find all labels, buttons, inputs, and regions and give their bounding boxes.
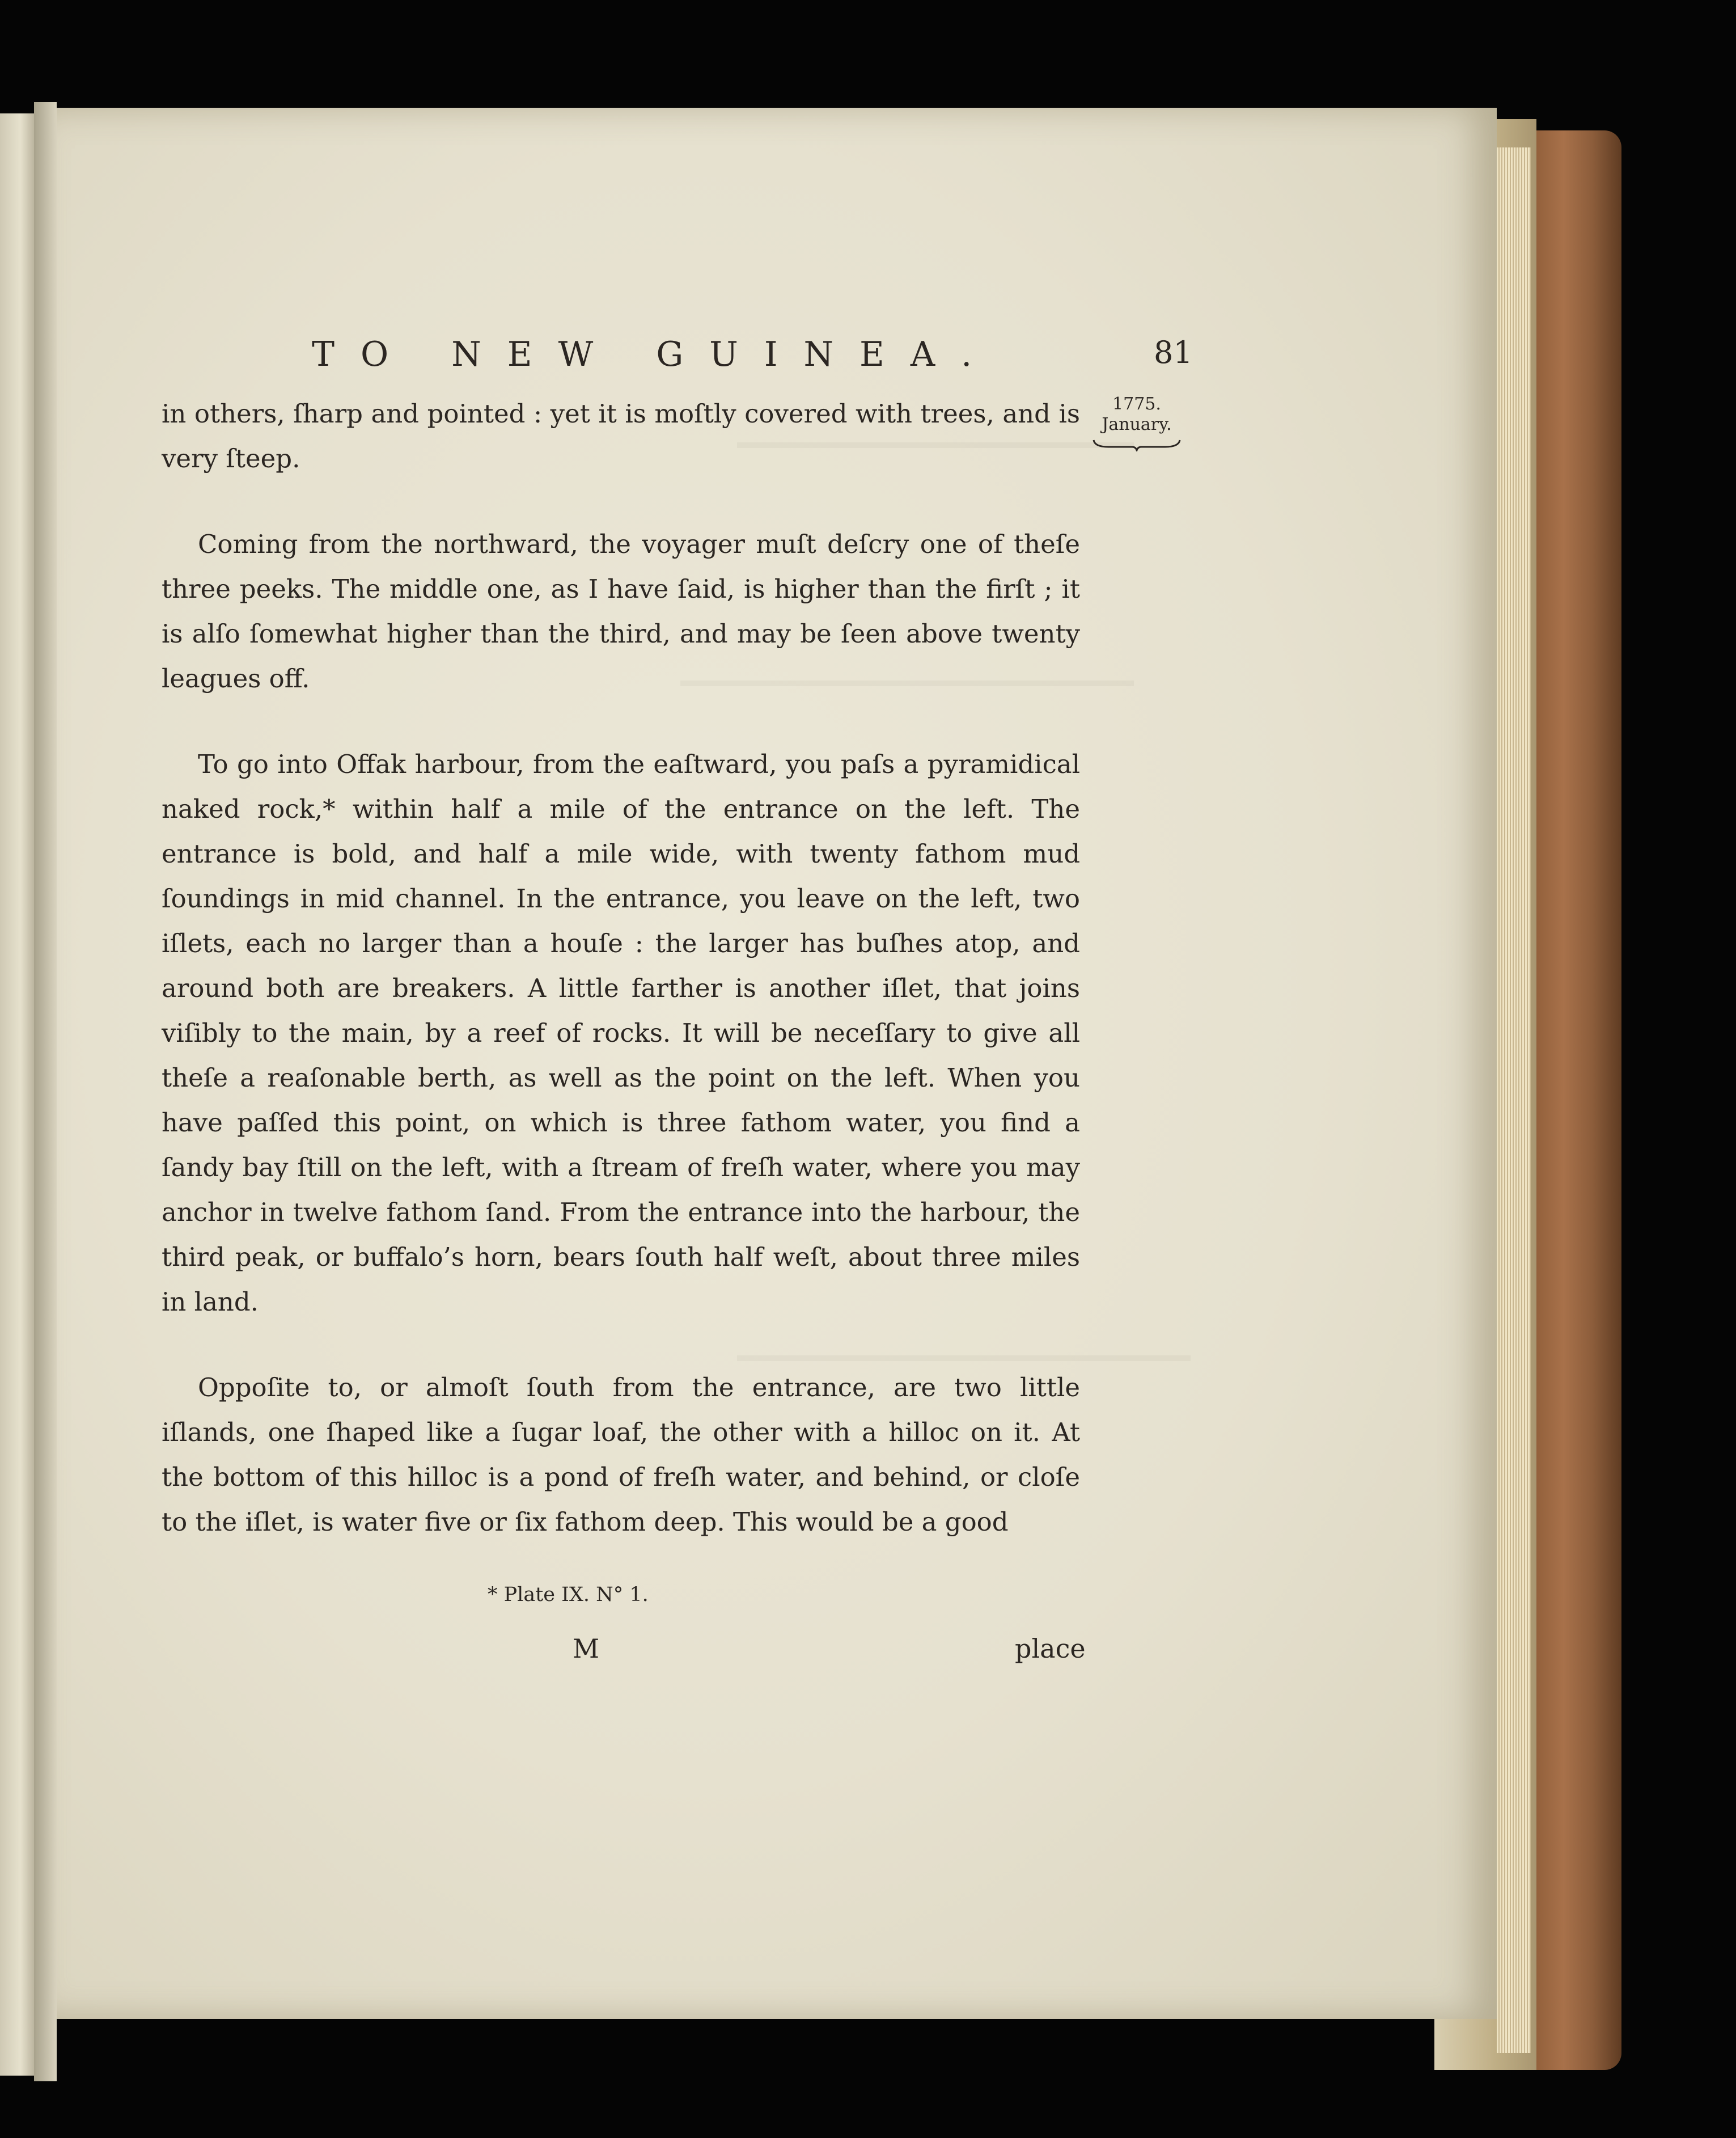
footnote: * Plate IX. N° 1. — [488, 1583, 649, 1606]
margin-date-note — [1091, 394, 1182, 435]
brace-icon — [1091, 438, 1182, 451]
leather-binding — [1525, 130, 1621, 2070]
running-head: TO NEW GUINEA. — [312, 335, 998, 374]
margin-note-year: 1775. — [1112, 394, 1161, 414]
page-number: 81 — [1154, 335, 1193, 370]
body-text — [162, 391, 1080, 1544]
page-stack — [1497, 147, 1531, 2053]
catchword: place — [1015, 1633, 1086, 1664]
left-page-edge — [0, 113, 34, 2076]
paragraph: Oppoſite to, or almoſt ſouth from the entrance, are two little iſlands, one ſhaped like a ſugar loaf, the other with a hilloc on it. At the bottom of this hilloc is a pond of freſh water, and behind, or cloſe to the iſlet, is water five or ſix fathom deep. This would be a good — [162, 1372, 1080, 1537]
paragraph: Coming from the northward, the voyager muſt deſcry one of theſe three peeks. The middle one, as I have ſaid, is higher than the firſt ; it is alſo ſomewhat higher than the third, and may be ſeen above twenty leagues off. — [162, 529, 1080, 694]
left-page-gutter — [34, 102, 57, 2081]
paragraph: in others, ſharp and pointed : yet it is moſtly covered with trees, and is very ſteep. — [162, 399, 1080, 474]
signature-mark: M — [573, 1633, 600, 1664]
paragraph: To go into Offak harbour, from the eaſtward, you paſs a pyramidical naked rock,* within half a mile of the entrance on the left. The entrance is bold, and half a mile wide, with twenty fathom mud ſoundings in mid channel. In the entrance, you leave on the left, two iſlets, each no larger than a houſe : the larger has buſhes atop, and around both are breakers. A little farther is another iſlet, that joins viſibly to the main, by a reef of rocks. It will be neceſſary to give all theſe a reaſonable berth, as well as the point on the left. When you have paſſed this point, on which is three fathom water, you find a ſandy bay ſtill on the left, with a ſtream of freſh water, where you may anchor in twelve fathom ſand. From the entrance into the harbour, the third peak, or buffalo’s horn, bears ſouth half weſt, about three miles in land. — [162, 749, 1080, 1317]
margin-note-month: January. — [1102, 415, 1172, 434]
